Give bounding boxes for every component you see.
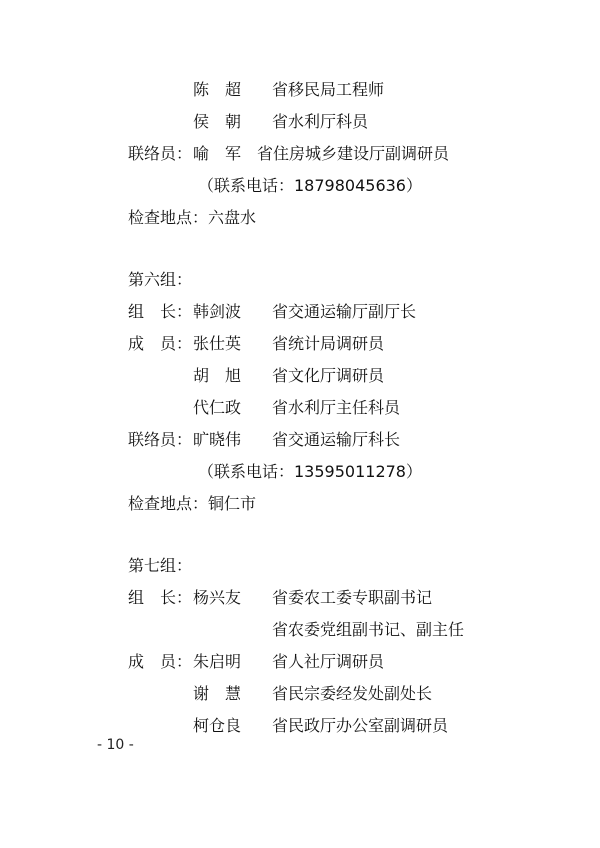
members-label: 成 员： — [128, 334, 193, 353]
members-label: 成 员： — [128, 652, 193, 671]
liaison-label: 联络员： — [128, 430, 193, 449]
liaison-title: 省交通运输厅科长 — [272, 430, 401, 449]
page-number: - 10 - — [97, 737, 134, 753]
liaison-label: 联络员： — [128, 144, 193, 163]
leader-label: 组 长： — [128, 302, 193, 321]
member-title: 省统计局调研员 — [272, 334, 385, 353]
liaison-phone: （联系电话：13595011278） — [198, 462, 422, 481]
leader-name: 韩剑波 — [193, 302, 242, 321]
inspection-location: 检查地点：六盘水 — [128, 208, 257, 227]
member-name: 陈 超 — [193, 80, 242, 99]
leader-label: 组 长： — [128, 588, 193, 607]
member-name: 张仕英 — [193, 334, 242, 353]
member-title: 省人社厅调研员 — [272, 652, 385, 671]
leader-name: 杨兴友 — [193, 588, 242, 607]
leader-title: 省委农工委专职副书记 — [272, 588, 433, 607]
group-heading: 第六组： — [128, 270, 193, 289]
group-heading: 第七组： — [128, 556, 193, 575]
member-title: 省移民局工程师 — [272, 80, 385, 99]
member-name: 代仁政 — [193, 398, 242, 417]
member-title: 省水利厅主任科员 — [272, 398, 401, 417]
member-name: 柯仓良 — [193, 716, 242, 735]
liaison-phone: （联系电话：18798045636） — [198, 176, 422, 195]
member-name: 谢 慧 — [193, 684, 242, 703]
member-name: 胡 旭 — [193, 366, 242, 385]
liaison-name: 旷晓伟 — [193, 430, 242, 449]
liaison-title: 省住房城乡建设厅副调研员 — [257, 144, 450, 163]
member-title: 省文化厅调研员 — [272, 366, 385, 385]
leader-title: 省交通运输厅副厅长 — [272, 302, 417, 321]
member-name: 朱启明 — [193, 652, 242, 671]
liaison-name: 喻 军 — [193, 144, 242, 163]
inspection-location: 检查地点：铜仁市 — [128, 494, 257, 513]
member-title: 省民政厅办公室副调研员 — [272, 716, 449, 735]
member-title: 省民宗委经发处副处长 — [272, 684, 433, 703]
member-title: 省水利厅科员 — [272, 112, 369, 131]
member-name: 侯 朝 — [193, 112, 242, 131]
leader-title-secondary: 省农委党组副书记、副主任 — [272, 620, 465, 639]
